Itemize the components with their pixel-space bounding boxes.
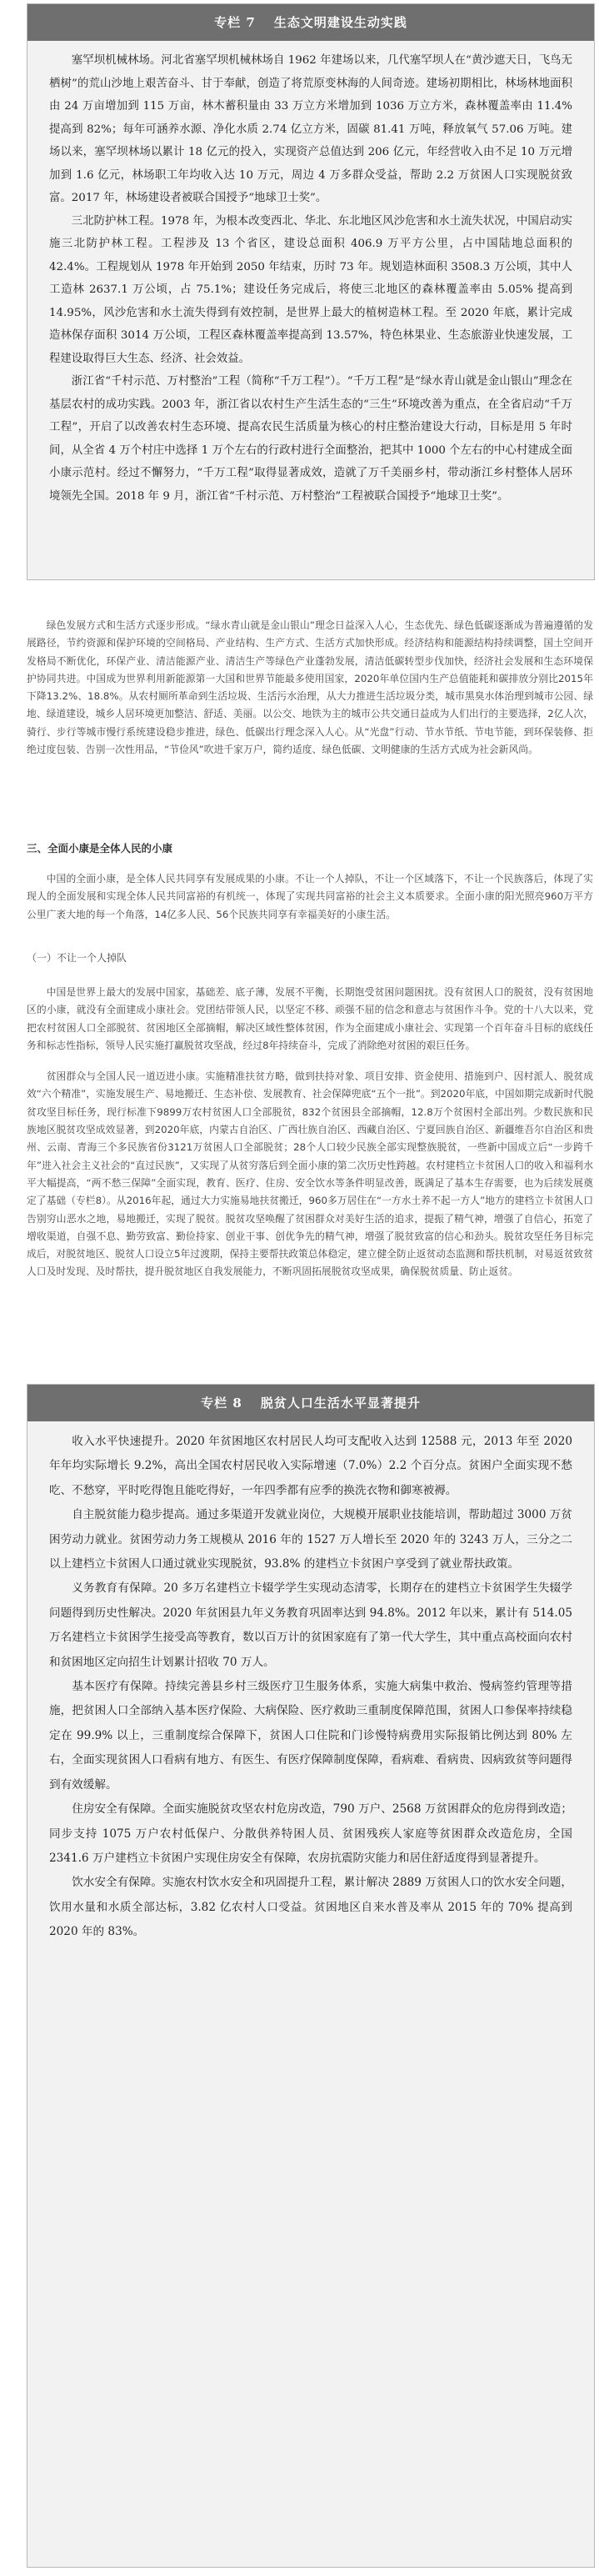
column-box-7-paragraph: 三北防护林工程。1978 年，为根本改变西北、华北、东北地区风沙危害和水土流失状况，中国启动实施三北防护林工程。工程涉及 13 个省区，建设总面积 406.9 万平方公里，占中国陆地总面积的 42.4%。工程规划从 1978 年开始到 2050 年结束，历时 73 年。规划造林面积 3508.3 万公顷，其中人工造林 2637.1 万公顷，占 75.1%；建设任务完成后，将使三北地区的森林覆盖率由 5.05% 提高到 14.95%，风沙危害和水土流失得到有效控制，是世界上最大的植树造林工程。至 2020 年底，累计完成造林保存面积 3014 万公顷，工程区森林覆盖率提高到 13.57%，特色林果业、生态旅游业快速发展，工程建设取得巨大生态、经济、社会效益。 [49,214,572,365]
body-paragraph: 中国的全面小康，是全体人民共同享有发展成果的小康。不让一个人掉队，不让一个区域落下，不让一个民族落后，体现了实现人的全面发展和实现全体人民共同富裕的有机统一，体现了实现共同富裕的社会主义本质要求。全面小康的阳光照亮960万平方公里广袤大地的每一个角落，14亿多人民、56个民族共同享有幸福美好的小康生活。 [27,873,593,920]
section-heading: 三、全面小康是全体人民的小康 [27,842,173,854]
column-box-8-title-bar [27,1385,594,1421]
column-box-8 [27,1384,595,2568]
column-box-8-paragraph: 收入水平快速提升。2020 年贫困地区农村居民人均可支配收入达到 12588 元，2013 年至 2020 年年均实际增长 9.2%，高出全国农村居民收入实际增速（7.0%）2.2 个百分点。贫困户全面实现不愁吃、不愁穿，平时吃得饱且能吃得好，一年四季都有应季的换洗衣物和御寒被褥。 [49,1435,572,1497]
body-paragraph: 中国是世界上最大的发展中国家，基础差、底子薄，发展不平衡，长期饱受贫困问题困扰。没有贫困人口的脱贫，没有贫困地区的小康，就没有全面建成小康社会。党团结带领人民，以坚定不移、顽强不屈的信念和意志与贫困作斗争。党的十八大以来，党把农村贫困人口全部脱贫、贫困地区全部摘帽，解决区域性整体贫困，作为全面建成小康社会、实现第一个百年奋斗目标的底线任务和标志性指标，领导人民实施打赢脱贫攻坚战，经过8年持续奋斗，完成了消除绝对贫困的艰巨任务。 [27,986,593,1051]
poverty-alleviation-text [27,984,593,1281]
column-box-7-label: 专栏 7 [214,15,256,30]
column-box-8-title: 脱贫人口生活水平显著提升 [260,1396,421,1411]
column-box-8-paragraph: 义务教育有保障。20 多万名建档立卡辍学学生实现动态清零，长期存在的建档立卡贫困学生失辍学问题得到历史性解决。2020 年贫困县九年义务教育巩固率达到 94.8%。2012 年以来，累计有 514.05 万名建档立卡贫困学生接受高等教育，数以百万计的贫困家庭有了第一代大学生，其中重点高校面向农村和贫困地区定向招生计划累计招收 70 万人。 [49,1581,572,1669]
column-box-8-body [27,1421,594,1955]
section-intro [27,870,593,924]
body-paragraph: 贫困群众与全国人民一道迈进小康。实施精准扶贫方略，做到扶持对象、项目安排、资金使用、措施到户、因村派人、脱贫成效“六个精准”，实施发展生产、易地搬迁、生态补偿、发展教育、社会保障兜底“五个一批”。到2020年底，中国如期完成新时代脱贫攻坚目标任务，现行标准下9899万农村贫困人口全部脱贫，832个贫困县全部摘帽，12.8万个贫困村全部出列。少数民族和民族地区脱贫攻坚成效显著，到2020年底，内蒙古自治区、广西壮族自治区、西藏自治区、宁夏回族自治区、新疆维吾尔自治区和贵州、云南、青海三个多民族省份3121万贫困人口全部脱贫；28个人口较少民族全部实现整族脱贫，一些新中国成立后“一步跨千年”进入社会主义社会的“直过民族”，又实现了从贫穷落后到全面小康的第二次历史性跨越。农村建档立卡贫困人口的收入和福利水平大幅提高，“两不愁三保障”全面实现，教育、医疗、住房、安全饮水等条件明显改善，既满足了基本生存需要，也为后续发展奠定了基础（专栏8）。从2016年起，通过大力实施易地扶贫搬迁，960多万居住在“一方水土养不起一方人”地方的建档立卡贫困人口告别穷山恶水之地，易地搬迁，实现了脱贫。脱贫攻坚唤醒了贫困群众对美好生活的追求，提振了精气神，增强了自信心，拓宽了增收渠道，自强不息、勤劳致富、勤俭持家、创业干事、创优争先的精气神，增强了脱贫致富的信心和劲头。脱贫攻坚任务目标完成后，对脱贫地区、脱贫人口设立5年过渡期，保持主要帮扶政策总体稳定，建立健全防止返贫动态监测和帮扶机制，对易返贫致贫人口及时发现、及时帮扶，提升脱贫地区自我发展能力，不断巩固拓展脱贫攻坚成果，确保脱贫质量、防止返贫。 [27,1070,593,1278]
column-box-7-body [27,41,594,518]
column-box-8-paragraph: 基本医疗有保障。持续完善县乡村三级医疗卫生服务体系，实施大病集中救治、慢病签约管理等措施，把贫困人口全部纳入基本医疗保险、大病保险、医疗救助三重制度保障范围，贫困人口参保率持续稳定在 99.9% 以上，三重制度综合保障下，贫困人口住院和门诊慢特病费用实际报销比例达到 80% 左右，全面实现贫困人口看病有地方、有医生、有医疗保障制度保障，看病难、看病贵、因病致贫等问题得到有效缓解。 [49,1680,572,1792]
column-box-8-paragraph: 饮水安全有保障。实施农村饮水安全和巩固提升工程，累计解决 2889 万贫困人口的饮水安全问题，饮用水量和水质全部达标，3.82 亿农村人口受益。贫困地区自来水普及率从 2015 年的 70% 提高到 2020 年的 83%。 [49,1876,572,1939]
subsection-heading: （一）不让一个人掉队 [27,952,127,964]
column-box-7-paragraph: 塞罕坝机械林场。河北省塞罕坝机械林场自 1962 年建场以来，几代塞罕坝人在“黄沙遮天日，飞鸟无栖树”的荒山沙地上艰苦奋斗、甘于奉献，创造了将荒原变林海的人间奇迹。建场初期相比，林场林地面积由 24 万亩增加到 115 万亩，林木蓄积量由 33 万立方米增加到 1036 万立方米，森林覆盖率由 11.4% 提高到 82%；每年可涵养水源、净化水质 2.74 亿立方米，固碳 81.41 万吨，释放氧气 57.06 万吨。建场以来，塞罕坝林场以累计 18 亿元的投入，实现资产总值达到 206 亿元，年经营收入由不足 10 万元增加到 1.6 亿元，林场职工年均收入达 10 万元，周边 4 万多群众受益，帮助 2.2 万贫困人口实现脱贫致富。2017 年，林场建设者被联合国授予“地球卫士奖”。 [49,54,572,204]
body-paragraph: 绿色发展方式和生活方式逐步形成。“绿水青山就是金山银山”理念日益深入人心，生态优先、绿色低碳逐渐成为普遍遵循的发展路径，节约资源和保护环境的空间格局、产业结构、生产方式、生活方式加快形成。经济结构和能源结构持续调整，国土空间开发格局不断优化，环保产业、清洁能源产业、清洁生产等绿色产业蓬勃发展，清洁低碳转型步伐加快，经济社会发展和生态环境保护协同共进。中国成为世界利用新能源第一大国和世界节能最多使用国家，2020年单位国内生产总值能耗和碳排放分别比2015年下降13.2%、18.8%。从农村厕所革命到生活垃圾、生活污水治理，从大力推进生活垃圾分类，城市黑臭水体治理到城市公园、绿地、绿道建设，城乡人居环境更加整洁、舒适、美丽。以公交、地铁为主的城市公共交通日益成为人们出行的主要选择，2亿人次，骑行、步行等城市慢行系统建设稳步推进，绿色、低碳出行理念深入人心。从“光盘”行动、节水节纸、节电节能，到环保装修、拒绝过度包装、告别一次性用品，“节俭风”吹进千家万户，简约适度、绿色低碳、文明健康的生活方式成为社会新风尚。 [27,619,593,756]
column-box-7-title-bar [27,4,594,41]
column-box-7 [27,3,595,580]
column-box-7-title: 生态文明建设生动实践 [273,15,407,30]
column-box-8-label: 专栏 8 [201,1396,242,1411]
column-box-8-paragraph: 住房安全有保障。全面实施脱贫攻坚农村危房改造，790 万户、2568 万贫困群众的危房得到改造；同步支持 1075 万户农村低保户、分散供养特困人员、贫困残疾人家庭等贫困群众改造危房，全国 2341.6 万户建档立卡贫困户实现住房安全有保障，农房抗震防灾能力和居住舒适度得到显著提升。 [49,1802,572,1865]
green-development-text [27,617,593,759]
column-box-7-paragraph: 浙江省“千村示范、万村整治”工程（简称“千万工程”）。“千万工程”是“绿水青山就是金山银山”理念在基层农村的成功实践。2003 年，浙江省以农村生产生活生态的“三生”环境改善为重点，在全省启动“千万工程”，开启了以改善农村生态环境、提高农民生活质量为核心的村庄整治建设大行动，目标是用 5 年时间，从全省 4 万个村庄中选择 1 万个左右的行政村进行全面整治，把其中 1000 个左右的中心村建成全面小康示范村。经过不懈努力，“千万工程”取得显著成效，造就了万千美丽乡村，带动浙江乡村整体人居环境领先全国。2018 年 9 月，浙江省“千村示范、万村整治”工程被联合国授予“地球卫士奖”。 [49,375,572,503]
column-box-8-paragraph: 自主脱贫能力稳步提高。通过多渠道开发就业岗位，大规模开展职业技能培训，帮助超过 3000 万贫困劳动力就业。贫困劳动力务工规模从 2016 年的 1527 万人增长至 2020 年的 3243 万人，三分之二以上建档立卡贫困人口通过就业实现脱贫，93.8% 的建档立卡贫困户享受到了就业帮扶政策。 [49,1508,572,1571]
